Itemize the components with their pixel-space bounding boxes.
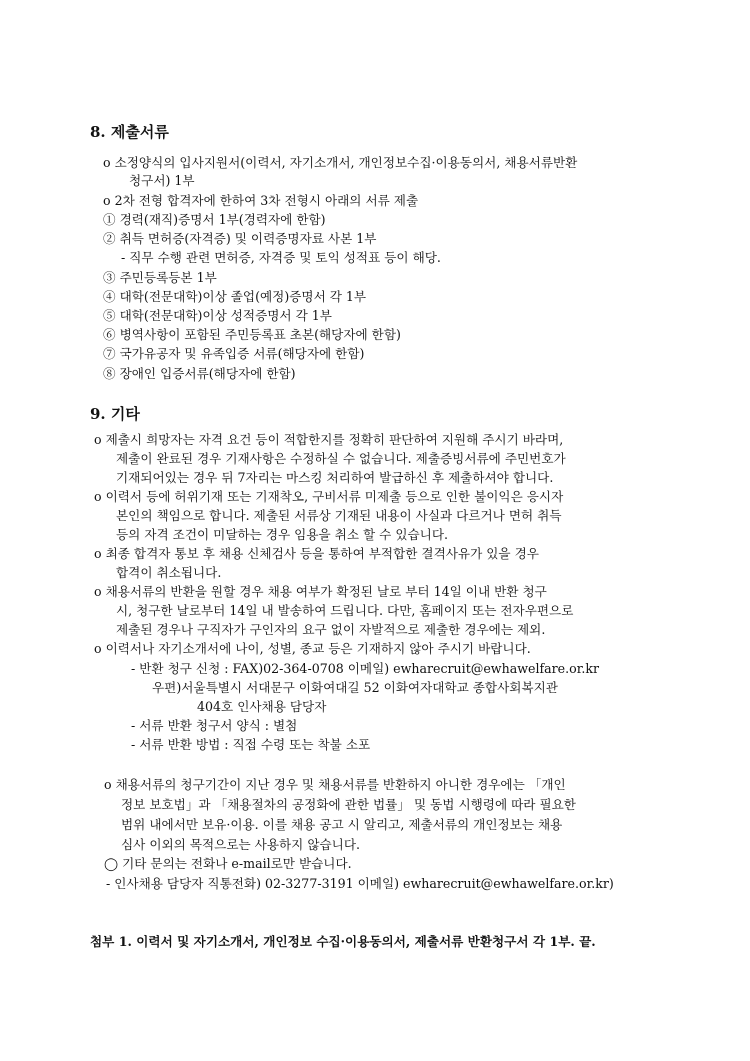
section-9-line: 시, 청구한 날로부터 14일 내 발송하여 드립니다. 다만, 홈페이지 또는 전자우편으로 [116, 603, 574, 618]
section-9-line: o 제출시 희망자는 자격 요건 등이 적합한지를 정확히 판단하여 지원해 주시기 바라며, [94, 432, 564, 447]
section-8-line: ② 취득 면허증(자격증) 및 이력증명자료 사본 1부 [103, 231, 377, 246]
return-form-line: - 서류 반환 청구서 양식 : 별첨 [131, 718, 298, 733]
section-8-line: ⑧ 장애인 입증서류(해당자에 한함) [103, 366, 296, 381]
section-8-line: ④ 대학(전문대학)이상 졸업(예정)증명서 각 1부 [103, 289, 367, 304]
return-address-line: 우편)서울특별시 서대문구 이화여대길 52 이화여자대학교 종합사회복지관 [152, 680, 558, 695]
section-8-line: ⑦ 국가유공자 및 유족입증 서류(해당자에 한함) [103, 346, 365, 361]
section-8-line: - 직무 수행 관련 면허증, 자격증 및 토익 성적표 등이 해당. [121, 250, 441, 265]
section-8-line: o 2차 전형 합격자에 한하여 3차 전형시 아래의 서류 제출 [103, 193, 419, 208]
section-9-heading: 9. 기타 [90, 405, 140, 423]
section-9-line: o 최종 합격자 통보 후 채용 신체검사 등을 통하여 부적합한 결격사유가 있을 경우 [94, 546, 539, 561]
section-9-line: 등의 자격 조건이 미달하는 경우 임용을 취소 할 수 있습니다. [116, 527, 449, 542]
return-request-line: - 반환 청구 신청 : FAX)02-364-0708 이메일) ewharecruit@ewhawelfare.or.kr [131, 661, 599, 676]
attachment-footer: 첨부 1. 이력서 및 자기소개서, 개인정보 수집·이용동의서, 제출서류 반환청구서 각 1부. 끝. [90, 934, 596, 949]
section-9-line: 기재되어있는 경우 뒤 7자리는 마스킹 처리하여 발급하신 후 제출하셔야 합니다. [116, 470, 554, 485]
section-8-heading: 8. 제출서류 [90, 123, 169, 141]
section-8-line: o 소정양식의 입사지원서(이력서, 자기소개서, 개인정보수집·이용동의서, 채용서류반환 [103, 155, 578, 170]
section-8-line: ③ 주민등록등본 1부 [103, 270, 217, 285]
closing-line: 범위 내에서만 보유·이용. 이를 채용 공고 시 알리고, 제출서류의 개인정보는 채용 [121, 817, 563, 832]
section-9-line: o 이력서나 자기소개서에 나이, 성별, 종교 등은 기재하지 않아 주시기 바랍니다. [94, 641, 531, 656]
section-9-line: o 채용서류의 반환을 원할 경우 채용 여부가 확정된 날로 부터 14일 이내 반환 청구 [94, 584, 547, 599]
section-9-line: o 이력서 등에 허위기재 또는 기재착오, 구비서류 미제출 등으로 인한 불이익은 응시자 [94, 489, 564, 504]
section-8-line: ⑤ 대학(전문대학)이상 성적증명서 각 1부 [103, 308, 332, 323]
section-9-line: 본인의 책임으로 합니다. 제출된 서류상 기재된 내용이 사실과 다르거나 면허 취득 [116, 508, 562, 523]
section-8-line: ⑥ 병역사항이 포함된 주민등록표 초본(해당자에 한함) [103, 327, 401, 342]
section-9-line: 제출이 완료된 경우 기재사항은 수정하실 수 없습니다. 제출증빙서류에 주민번호가 [116, 451, 566, 466]
inquiry-line: ◯ 기타 문의는 전화나 e-mail로만 받습니다. [104, 856, 352, 871]
return-contact-line: 404호 인사채용 담당자 [197, 699, 327, 714]
closing-line: o 채용서류의 청구기간이 지난 경우 및 채용서류를 반환하지 아니한 경우에는 「개인 [104, 777, 566, 792]
closing-line: 심사 이외의 목적으로는 사용하지 않습니다. [121, 837, 360, 852]
section-8-line: 청구서) 1부 [129, 173, 195, 188]
closing-line: 정보 보호법」과 「채용절차의 공정화에 관한 법률」 및 동법 시행령에 따라 필요한 [121, 797, 576, 812]
section-9-line: 합격이 취소됩니다. [116, 565, 222, 580]
section-8-line: ① 경력(재직)증명서 1부(경력자에 한함) [103, 212, 326, 227]
section-9-line: 제출된 경우나 구직자가 구인자의 요구 없이 자발적으로 제출한 경우에는 제외. [116, 622, 546, 637]
return-method-line: - 서류 반환 방법 : 직접 수령 또는 착불 소포 [131, 737, 371, 752]
contact-line: - 인사채용 담당자 직통전화) 02-3277-3191 이메일) ewharecruit@ewhawelfare.or.kr) [106, 876, 614, 891]
